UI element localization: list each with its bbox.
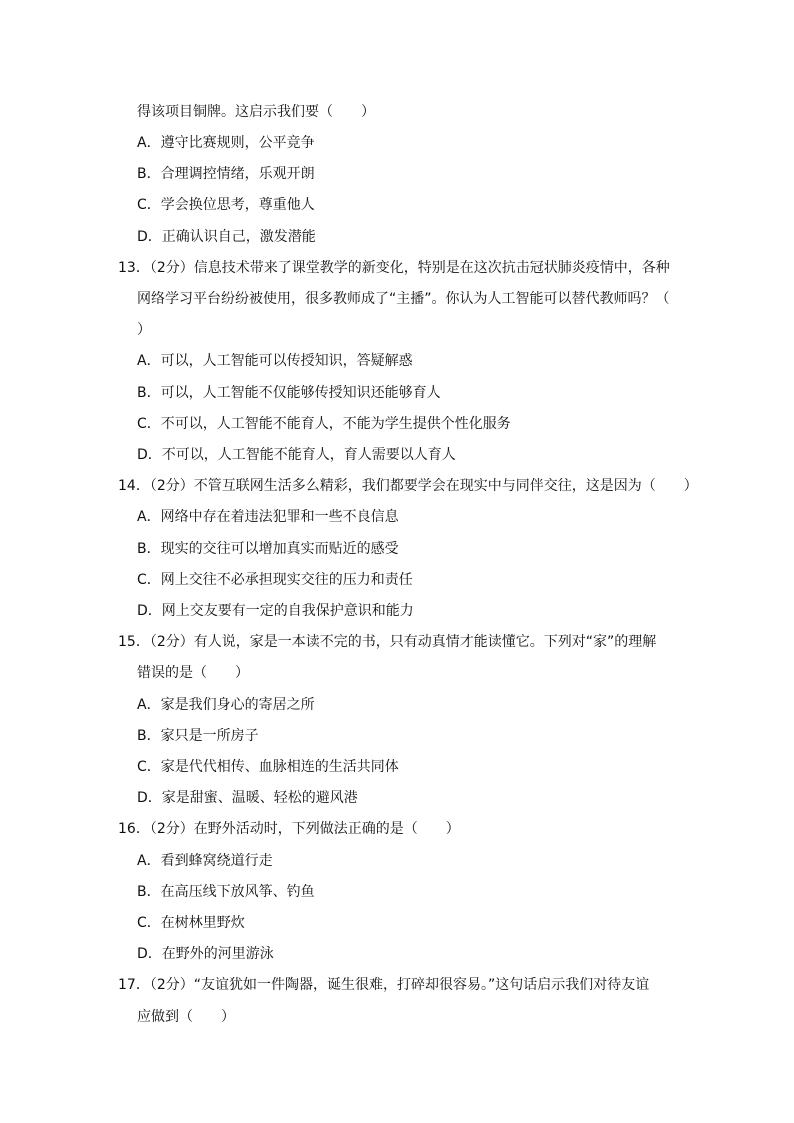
q12-stem: 得该项目铜牌。这启示我们要（ ） [137, 104, 375, 120]
q13-option-c: C．不可以，人工智能不能育人，不能为学生提供个性化服务 [137, 416, 511, 432]
q12-option-c: C．学会换位思考，尊重他人 [137, 197, 315, 213]
q16-option-d: D．在野外的河里游泳 [137, 946, 274, 962]
q12-option-a: A．遵守比赛规则，公平竞争 [137, 135, 315, 151]
q15-option-c: C．家是代代相传、血脉相连的生活共同体 [137, 759, 399, 775]
q15-stem-line2: 错误的是（ ） [137, 665, 249, 681]
q15-stem-line1: 15．（2分）有人说，家是一本读不完的书，只有动真情才能读懂它。下列对“家”的理解 [118, 634, 657, 650]
q16-stem-line1: 16．（2分）在野外活动时，下列做法正确的是（ ） [118, 821, 460, 837]
q14-stem-line1: 14．（2分）不管互联网生活多么精彩，我们都要学会在现实中与同伴交往，这是因为（ ） [118, 478, 698, 494]
q15-option-a: A．家是我们身心的寄居之所 [137, 697, 315, 713]
q13-option-d: D．不可以，人工智能不能育人，育人需要以人育人 [137, 447, 456, 463]
q14-option-d: D．网上交友要有一定的自我保护意识和能力 [137, 603, 414, 619]
q13-stem-line1: 13．（2分）信息技术带来了课堂教学的新变化，特别是在这次抗击冠状肺炎疫情中，各种 [118, 260, 670, 276]
q17-stem-line2: 应做到（ ） [137, 1009, 235, 1025]
q15-option-d: D．家是甜蜜、温暖、轻松的避风港 [137, 790, 358, 806]
q14-option-c: C．网上交往不必承担现实交往的压力和责任 [137, 572, 413, 588]
q13-stem-line3: ） [137, 322, 151, 338]
q13-option-b: B．可以，人工智能不仅能够传授知识还能够育人 [137, 385, 441, 401]
q16-option-b: B．在高压线下放风筝、钓鱼 [137, 884, 315, 900]
q13-option-a: A．可以，人工智能可以传授知识，答疑解惑 [137, 353, 413, 369]
q12-option-b: B．合理调控情绪，乐观开朗 [137, 166, 315, 182]
q16-option-c: C．在树林里野炊 [137, 915, 245, 931]
q13-stem-line2: 网络学习平台纷纷被使用，很多教师成了“主播”。你认为人工智能可以替代教师吗？（ [137, 291, 670, 307]
q14-option-a: A．网络中存在着违法犯罪和一些不良信息 [137, 509, 399, 525]
q17-stem-line1: 17．（2分）“友谊犹如一件陶器，诞生很难，打碎却很容易。”这句话启示我们对待友谊 [118, 977, 650, 993]
q14-option-b: B．现实的交往可以增加真实而贴近的感受 [137, 541, 399, 557]
q16-option-a: A．看到蜂窝绕道行走 [137, 853, 273, 869]
q15-option-b: B．家只是一所房子 [137, 728, 259, 744]
q12-option-d: D．正确认识自己，激发潜能 [137, 229, 316, 245]
